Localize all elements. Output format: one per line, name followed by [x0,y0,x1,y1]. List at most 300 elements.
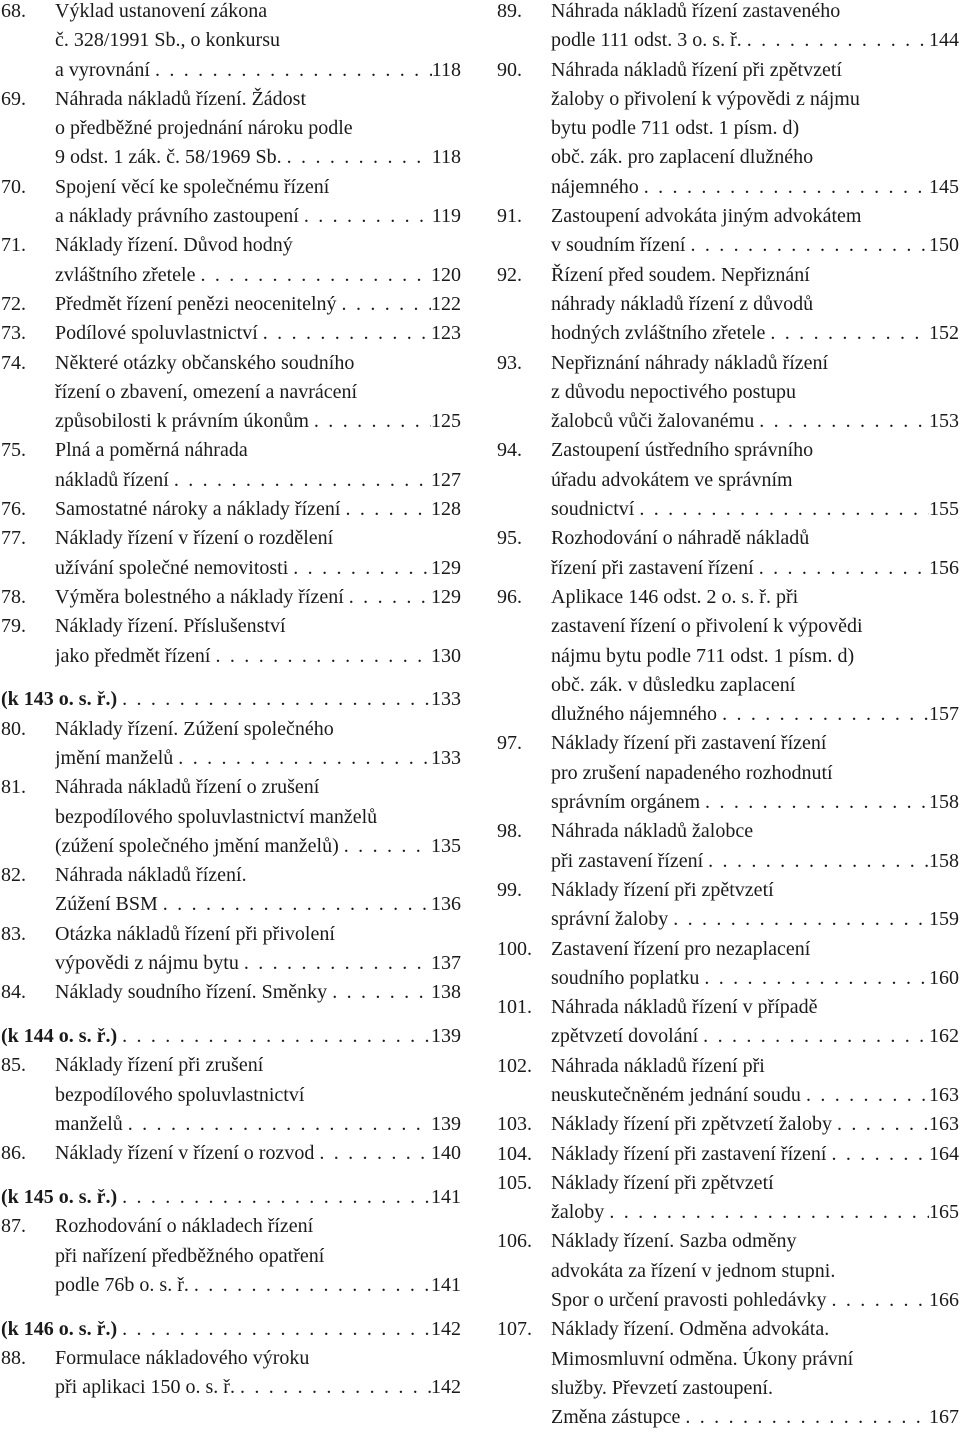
toc-entry [1,612,461,671]
section-spacer [1,1169,461,1184]
entry-title-line: Náhrada nákladů řízení zastaveného [551,0,841,22]
entry-title-line: a náklady právního zastoupení [55,205,299,228]
entry-title-line: bezpodílového spoluvlastnictví [55,1083,305,1106]
entry-number: 106. [497,1230,532,1253]
entry-last-line [551,1081,959,1110]
toc-entry [497,817,959,876]
entry-title-line: hodných zvláštního zřetele [551,322,766,345]
dot-leader [801,1081,929,1110]
entry-page-number: 155 [929,498,959,521]
entry-number: 85. [1,1054,26,1077]
toc-entry [497,1169,959,1228]
dot-leader [150,56,432,85]
entry-last-line [55,554,461,583]
dot-leader [604,1198,929,1227]
entry-last-line [551,1110,959,1139]
entry-title-line: při nařízení předběžného opatření [55,1244,325,1267]
entry-number: 70. [1,175,26,198]
entry-number: 78. [1,585,26,608]
entry-last-line [55,1139,461,1168]
dot-leader [117,1183,431,1212]
entry-page-number: 165 [929,1201,959,1224]
entry-page-number: 129 [431,585,461,608]
dot-leader [239,949,431,978]
entry-last-line [55,466,461,495]
entry-title-line: Otázka nákladů řízení při přivolení [55,922,335,945]
dot-leader [703,847,929,876]
toc-entry [1,290,461,319]
entry-title-line: Náklady řízení. Sazba odměny [551,1230,797,1253]
entry-number: 99. [497,878,522,901]
toc-entry [497,876,959,935]
entry-title-line: Aplikace 146 odst. 2 o. s. ř. při [551,585,799,608]
entry-number: 79. [1,615,26,638]
entry-last-line [55,407,461,436]
entry-page-number: 150 [929,234,959,257]
entry-title-line: Řízení před soudem. Nepřiznání [551,263,810,286]
dot-leader [765,319,929,348]
toc-entry [1,1051,461,1139]
entry-title-line: výpovědi z nájmu bytu [55,952,239,974]
entry-title-line: Zastoupení ústředního správního [551,439,814,462]
toc-entry [497,1140,959,1169]
toc-entry [497,729,959,817]
entry-last-line [55,261,461,290]
entry-number: 102. [497,1054,532,1077]
entry-title-line: o předběžné projednání nároku podle [55,117,353,140]
entry-page-number: 144 [929,29,959,52]
toc-entry [1,231,461,290]
entry-number: 77. [1,527,26,550]
dot-leader [699,964,929,993]
toc-entry [497,261,959,349]
entry-title-line: dlužného nájemného [551,703,718,726]
toc-entry [1,319,461,348]
entry-last-line [551,495,959,524]
entry-last-line [55,583,461,612]
toc-entry [1,773,461,861]
entry-number: 98. [497,820,522,843]
dot-leader [668,905,929,934]
entry-title-line: správní žaloby [551,908,669,931]
entry-title-line: Rozhodování o náhradě nákladů [551,527,810,550]
dot-leader [211,642,432,671]
dot-leader [189,1271,431,1300]
dot-leader [344,583,431,612]
toc-entry [497,583,959,729]
entry-last-line [551,700,959,729]
entry-title-line: nákladů řízení [55,468,169,491]
entry-title-line: Změna zástupce [551,1406,681,1429]
entry-title-line: Spojení věcí ke společnému řízení [55,175,330,198]
entry-page-number: 140 [431,1142,461,1165]
entry-number: 83. [1,922,26,945]
toc-entry [1,495,461,524]
dot-leader [299,202,432,231]
entry-title-line: bezpodílového spoluvlastnictví manželů [55,805,378,828]
entry-page-number: 162 [929,1025,959,1048]
dot-leader [288,554,431,583]
dot-leader [117,1022,431,1051]
entry-title-line: (zúžení společného jmění manželů) [55,834,339,857]
entry-page-number: 135 [431,834,461,857]
dot-leader [309,407,431,436]
toc-entry [1,861,461,920]
toc-entry [1,583,461,612]
entry-title-line: Náklady řízení při zrušení [55,1054,264,1077]
entry-title-line: Samostatné nároky a náklady řízení [55,498,341,521]
toc-entry [497,0,959,56]
entry-page-number: 123 [431,322,461,345]
entry-page-number: 158 [929,791,959,814]
entry-page-number: 137 [431,952,461,974]
entry-title-line: Výměra bolestného a náklady řízení [55,585,344,608]
toc-entry [497,436,959,524]
entry-title-line: žaloby [551,1201,605,1224]
entry-last-line [551,173,959,202]
entry-number: 80. [1,717,26,740]
entry-last-line [551,964,959,993]
entry-title-line: Náhrada nákladů žalobce [551,820,754,843]
entry-title-line: Náklady soudního řízení. Směnky [55,981,328,1004]
entry-title-line: úřadu advokátem ve správním [551,468,793,491]
entry-number: 68. [1,0,26,22]
dot-leader [639,173,929,202]
toc-entry [1,920,461,979]
entry-page-number: 156 [929,556,959,579]
entry-number: 92. [497,263,522,286]
entry-page-number: 122 [431,292,461,315]
entry-number: 74. [1,351,26,374]
entry-title-line: Náhrada nákladů řízení při [551,1054,765,1077]
entry-title-line: jmění manželů [55,746,174,769]
entry-title-line: soudnictví [551,498,635,521]
entry-title-line: způsobilosti k právním úkonům [55,410,309,433]
dot-leader [282,143,432,172]
entry-number: 71. [1,234,26,257]
entry-last-line [55,978,461,1007]
entry-page-number: 129 [431,556,461,579]
entry-title-line: zastavení řízení o přivolení k výpovědi [551,615,863,638]
entry-title-line: náhrady nákladů řízení z důvodů [551,292,814,315]
dot-leader [685,231,929,260]
entry-page-number: 141 [431,1273,461,1296]
entry-last-line [551,788,959,817]
entry-number: 75. [1,439,26,462]
entry-title-line: Mimosmluvní odměna. Úkony právní [551,1347,854,1370]
entry-title-line: podle 111 odst. 3 o. s. ř. [551,29,742,52]
entry-number: 96. [497,585,522,608]
section-label: (k 143 o. s. ř.) [1,688,118,711]
entry-title-line: Náklady řízení. Příslušenství [55,615,286,638]
entry-last-line [55,642,461,671]
entry-last-line [55,832,461,861]
entry-title-line: žalobců vůči žalovanému [551,410,755,433]
entry-last-line [551,1022,959,1051]
entry-page-number: 158 [929,849,959,872]
entry-title-line: zpětvzetí dovolání [551,1025,699,1048]
entry-page-number: 164 [929,1142,959,1165]
entry-last-line [55,744,461,773]
entry-title-line: Formulace nákladového výroku [55,1347,310,1370]
dot-leader [337,290,431,319]
toc-entry [1,524,461,583]
toc-entry [1,0,461,85]
dot-leader [700,788,929,817]
toc-right-column [497,0,959,1433]
entry-title-line: Rozhodování o nákladech řízení [55,1215,314,1238]
toc-entry [1,1139,461,1168]
dot-leader [327,978,431,1007]
entry-title-line: Náklady řízení. Odměna advokáta. [551,1318,830,1341]
entry-page-number: 128 [431,498,461,521]
entry-title-line: a vyrovnání [55,58,150,81]
toc-entry [1,349,461,437]
section-page-number: 139 [431,1025,461,1048]
dot-leader [117,685,431,714]
entry-title-line: Nepřiznání náhrady nákladů řízení [551,351,829,374]
entry-title-line: podle 76b o. s. ř. [55,1273,189,1296]
entry-title-line: Zúžení BSM [55,893,158,916]
entry-last-line [55,495,461,524]
entry-number: 97. [497,732,522,755]
entry-number: 89. [497,0,522,22]
entry-number: 87. [1,1215,26,1238]
entry-number: 73. [1,322,26,345]
entry-title-line: advokáta za řízení v jednom stupni. [551,1259,836,1282]
toc-section-heading [1,1315,461,1344]
entry-title-line: nájmu bytu podle 711 odst. 1 písm. d) [551,644,855,667]
entry-last-line [55,890,461,919]
dot-leader [314,1139,431,1168]
entry-number: 95. [497,527,522,550]
entry-title-line: Náklady řízení v řízení o rozdělení [55,527,334,550]
entry-last-line [551,407,959,436]
section-label: (k 145 o. s. ř.) [1,1186,118,1209]
entry-last-line [551,1140,959,1169]
entry-title-line: soudního poplatku [551,966,700,989]
entry-number: 93. [497,351,522,374]
entry-title-line: Zastavení řízení pro nezaplacení [551,937,811,960]
entry-title-line: Zastoupení advokáta jiným advokátem [551,205,862,228]
entry-title-line: řízení o zbavení, omezení a navrácení [55,380,358,403]
section-page-number: 142 [431,1317,461,1340]
entry-title-line: Náklady řízení v řízení o rozvod [55,1142,315,1165]
entry-last-line [55,290,461,319]
entry-page-number: 153 [929,410,959,433]
section-label: (k 146 o. s. ř.) [1,1317,118,1340]
entry-page-number: 125 [431,410,461,433]
entry-last-line [55,143,461,172]
dot-leader [173,744,431,773]
entry-number: 86. [1,1142,26,1165]
entry-title-line: zvláštního zřetele [55,263,196,286]
entry-title-line: při aplikaci 150 o. s. ř. [55,1376,235,1399]
toc-entry [497,56,959,202]
entry-page-number: 152 [929,322,959,345]
toc-section-heading [1,685,461,714]
dot-leader [235,1373,431,1402]
entry-page-number: 163 [929,1083,959,1106]
entry-last-line [551,554,959,583]
entry-title-line: z důvodu nepoctivého postupu [551,380,796,403]
entry-title-line: bytu podle 711 odst. 1 písm. d) [551,117,800,140]
entry-number: 103. [497,1113,532,1136]
entry-title-line: jako předmět řízení [55,644,211,667]
entry-number: 81. [1,776,26,799]
entry-title-line: služby. Převzetí zastoupení. [551,1376,773,1399]
toc-section-heading [1,1022,461,1051]
entry-title-line: Náklady řízení při zastavení řízení [551,732,827,755]
entry-page-number: 133 [431,746,461,769]
entry-number: 94. [497,439,522,462]
entry-title-line: pro zrušení napadeného rozhodnutí [551,761,833,784]
toc-entry [497,993,959,1052]
toc-entry [1,978,461,1007]
entry-number: 104. [497,1142,532,1165]
entry-page-number: 142 [431,1376,461,1399]
entry-title-line: obč. zák. v důsledku zaplacení [551,673,796,696]
toc-entry [1,1344,461,1403]
dot-leader [339,832,431,861]
dot-leader [826,1140,929,1169]
dot-leader [742,26,929,55]
toc-section-heading [1,1183,461,1212]
entry-title-line: č. 328/1991 Sb., o konkursu [55,29,280,52]
toc-entry [1,1212,461,1300]
entry-page-number: 167 [929,1406,959,1429]
entry-number: 72. [1,292,26,315]
dot-leader [258,319,431,348]
entry-title-line: Náhrada nákladů řízení v případě [551,996,818,1019]
toc-entry [497,1315,959,1432]
section-label: (k 144 o. s. ř.) [1,1025,118,1048]
dot-leader [123,1110,431,1139]
entry-number: 90. [497,58,522,81]
entry-title-line: Náhrada nákladů řízení. [55,864,247,887]
entry-last-line [55,1271,461,1300]
entry-page-number: 136 [431,893,461,916]
entry-page-number: 166 [929,1289,959,1312]
entry-title-line: Náhrada nákladů řízení při zpětvzetí [551,58,842,81]
entry-title-line: Některé otázky občanského soudního [55,351,355,374]
section-spacer [1,1008,461,1023]
entry-number: 84. [1,981,26,1004]
dot-leader [169,466,431,495]
entry-title-line: Náklady řízení. Zúžení společného [55,717,334,740]
entry-title-line: nájemného [551,175,639,198]
toc-entry [497,349,959,437]
entry-last-line [551,1403,959,1432]
toc-entry [1,85,461,173]
dot-leader [754,407,929,436]
entry-title-line: Náklady řízení při zpětvzetí [551,1171,774,1194]
entry-number: 76. [1,498,26,521]
entry-last-line [55,202,461,231]
dot-leader [158,890,431,919]
entry-number: 69. [1,87,26,110]
entry-number: 91. [497,205,522,228]
entry-last-line [55,56,461,85]
entry-title-line: neuskutečněném jednání soudu [551,1083,801,1106]
section-page-number: 141 [431,1186,461,1209]
toc-entry [1,173,461,232]
entry-page-number: 118 [431,146,461,169]
toc-entry [497,1227,959,1315]
toc-entry [497,935,959,994]
entry-page-number: 145 [929,175,959,198]
entry-page-number: 160 [929,966,959,989]
toc-entry [497,202,959,261]
toc-left-column [1,0,461,1403]
dot-leader [117,1315,431,1344]
dot-leader [832,1110,929,1139]
entry-page-number: 139 [431,1112,461,1135]
entry-title-line: Plná a poměrná náhrada [55,439,248,462]
entry-title-line: Náklady řízení při zpětvzetí žaloby [551,1113,832,1136]
entry-page-number: 159 [929,908,959,931]
entry-title-line: správním orgánem [551,791,701,814]
entry-title-line: Náhrada nákladů řízení. Žádost [55,87,307,110]
entry-title-line: Náklady řízení. Důvod hodný [55,234,293,257]
entry-page-number: 163 [929,1113,959,1136]
dot-leader [717,700,929,729]
entry-title-line: řízení při zastavení řízení [551,556,754,579]
dot-leader [196,261,432,290]
entry-number: 101. [497,996,532,1019]
section-page-number: 133 [431,688,461,711]
entry-title-line: 9 odst. 1 zák. č. 58/1969 Sb. [55,146,282,169]
entry-page-number: 127 [431,468,461,491]
entry-number: 88. [1,1347,26,1370]
toc-entry [1,715,461,774]
entry-title-line: Předmět řízení penězi neocenitelný [55,292,337,315]
entry-last-line [551,231,959,260]
dot-leader [698,1022,929,1051]
entry-title-line: žaloby o přivolení k výpovědi z nájmu [551,87,860,110]
toc-entry [497,524,959,583]
entry-page-number: 138 [431,981,461,1004]
entry-last-line [551,319,959,348]
entry-title-line: v soudním řízení [551,234,686,257]
entry-title-line: při zastavení řízení [551,849,704,872]
entry-title-line: Náklady řízení při zpětvzetí [551,878,774,901]
entry-number: 82. [1,864,26,887]
section-spacer [1,671,461,686]
dot-leader [680,1403,929,1432]
entry-page-number: 119 [431,205,461,228]
toc-entry [497,1110,959,1139]
entry-last-line [551,1286,959,1315]
entry-last-line [55,1373,461,1402]
entry-number: 105. [497,1171,532,1194]
toc-entry [1,436,461,495]
entry-page-number: 157 [929,703,959,726]
entry-last-line [551,847,959,876]
entry-title-line: Spor o určení pravosti pohledávky [551,1289,827,1312]
entry-title-line: Náhrada nákladů řízení o zrušení [55,776,320,799]
toc-entry [497,1052,959,1111]
entry-title-line: Náklady řízení při zastavení řízení [551,1142,827,1165]
entry-last-line [551,1198,959,1227]
entry-last-line [551,905,959,934]
dot-leader [754,554,929,583]
entry-title-line: Výklad ustanovení zákona [55,0,268,22]
dot-leader [827,1286,930,1315]
entry-last-line [55,949,461,978]
entry-number: 107. [497,1318,532,1341]
entry-title-line: Podílové spoluvlastnictví [55,322,258,345]
